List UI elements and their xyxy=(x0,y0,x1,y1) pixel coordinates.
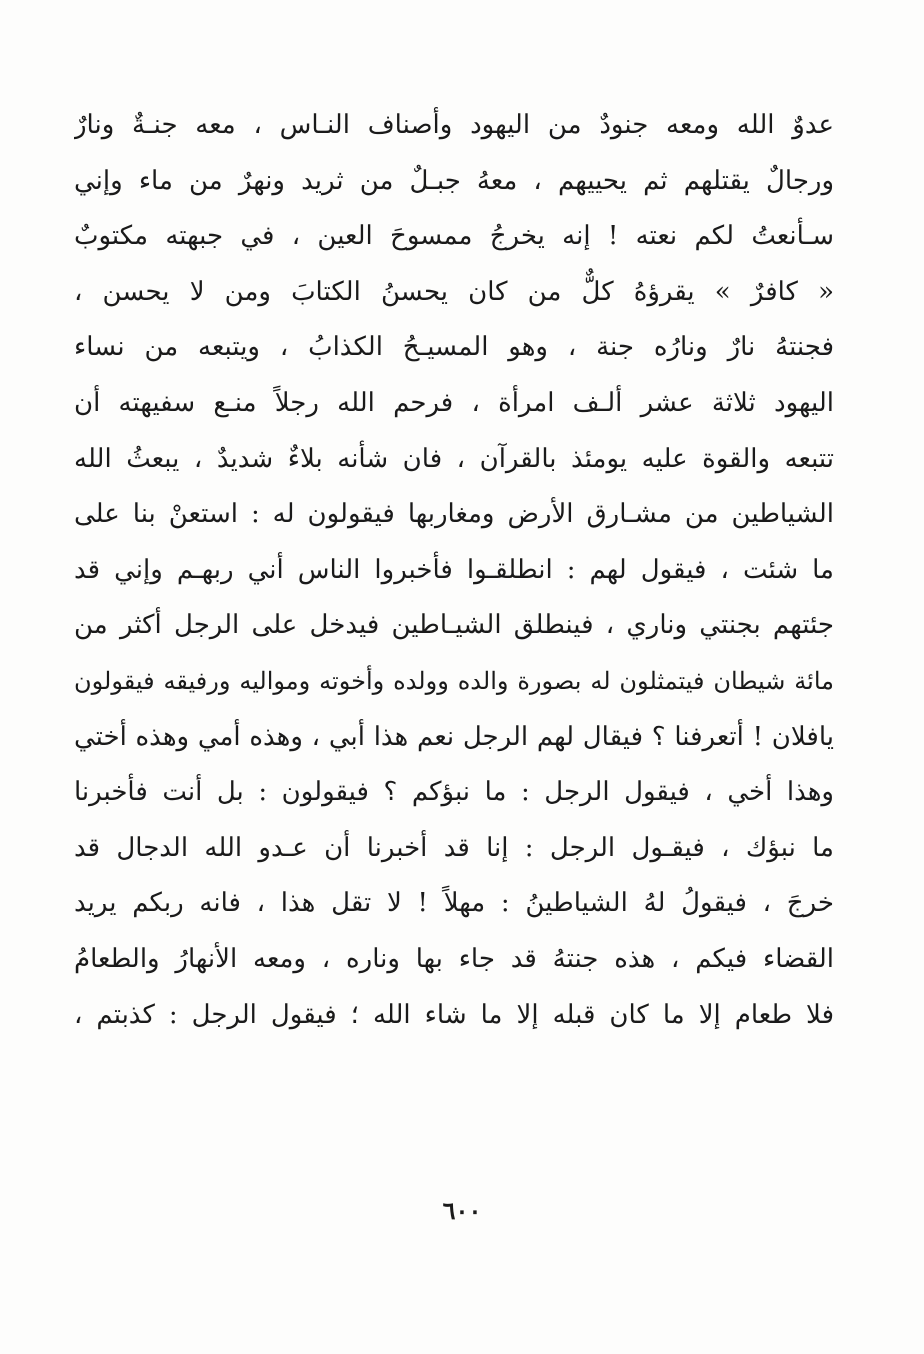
text-line-3: سـأنعتُ لكم نعته ! إنه يخرجُ ممسوحَ العين ، في جبهته مكتوبٌ xyxy=(74,221,834,252)
text-line-10: جئتهم بجنتي وناري ، فينطلق الشيـاطين فيدخل على الرجل أكثر من xyxy=(74,610,834,641)
text-line-6: اليهود ثلاثة عشر ألـف امرأة ، فرحم الله رجلاً منـع سفيهته أن xyxy=(74,387,834,418)
text-line-13: وهذا أخي ، فيقول الرجل : ما نبؤكم ؟ فيقولون : بل أنت فأخبرنا xyxy=(74,777,834,808)
text-line-5: فجنتهُ نارٌ ونارُه جنة ، وهو المسيـحُ الكذابُ ، ويتبعه من نساء xyxy=(74,332,834,363)
text-line-2: ورجالٌ يقتلهم ثم يحييهم ، معهُ جبـلٌ من ثريد ونهرٌ من ماء وإني xyxy=(74,165,834,196)
body-text xyxy=(74,98,834,1043)
text-line-16: القضاء فيكم ، هذه جنتهُ قد جاء بها وناره ، ومعه الأنهارُ والطعامُ xyxy=(74,943,834,974)
text-line-17: فلا طعام إلا ما كان قبله إلا ما شاء الله ؛ فيقول الرجل : كذبتم ، xyxy=(74,999,834,1030)
text-line-1: عدوٌ الله ومعه جنودٌ من اليهود وأصناف النـاس ، معه جنـةٌ ونارٌ xyxy=(74,110,834,140)
text-line-15: خرجَ ، فيقولُ لهُ الشياطينُ : مهلاً ! لا تقل هذا ، فانه ربكم يريد xyxy=(74,888,834,919)
text-line-4: « كافرٌ » يقرؤهُ كلٌّ من كان يحسنُ الكتابَ ومن لا يحسن ، xyxy=(74,276,834,307)
text-line-12: يافلان ! أتعرفنا ؟ فيقال لهم الرجل نعم هذا أبي ، وهذه أمي وهذه أختي xyxy=(74,721,834,752)
text-line-14: ما نبؤك ، فيقـول الرجل : إنا قد أخبرنا أن عـدو الله الدجال قد xyxy=(74,832,834,863)
text-line-11: مائة شيطان فيتمثلون له بصورة والده وولده وأخوته ومواليه ورفيقه فيقولون xyxy=(74,666,834,695)
text-line-9: ما شئت ، فيقول لهم : انطلقـوا فأخبروا الناس أني ربهـم وإني قد xyxy=(74,554,834,585)
text-line-7: تتبعه والقوة عليه يومئذ بالقرآن ، فان شأنه بلاءٌ شديدٌ ، يبعثُ الله xyxy=(74,443,834,474)
page-number: ٦٠٠ xyxy=(442,1196,482,1225)
text-line-8: الشياطين من مشـارق الأرض ومغاربها فيقولون له : استعنْ بنا على xyxy=(74,499,834,530)
